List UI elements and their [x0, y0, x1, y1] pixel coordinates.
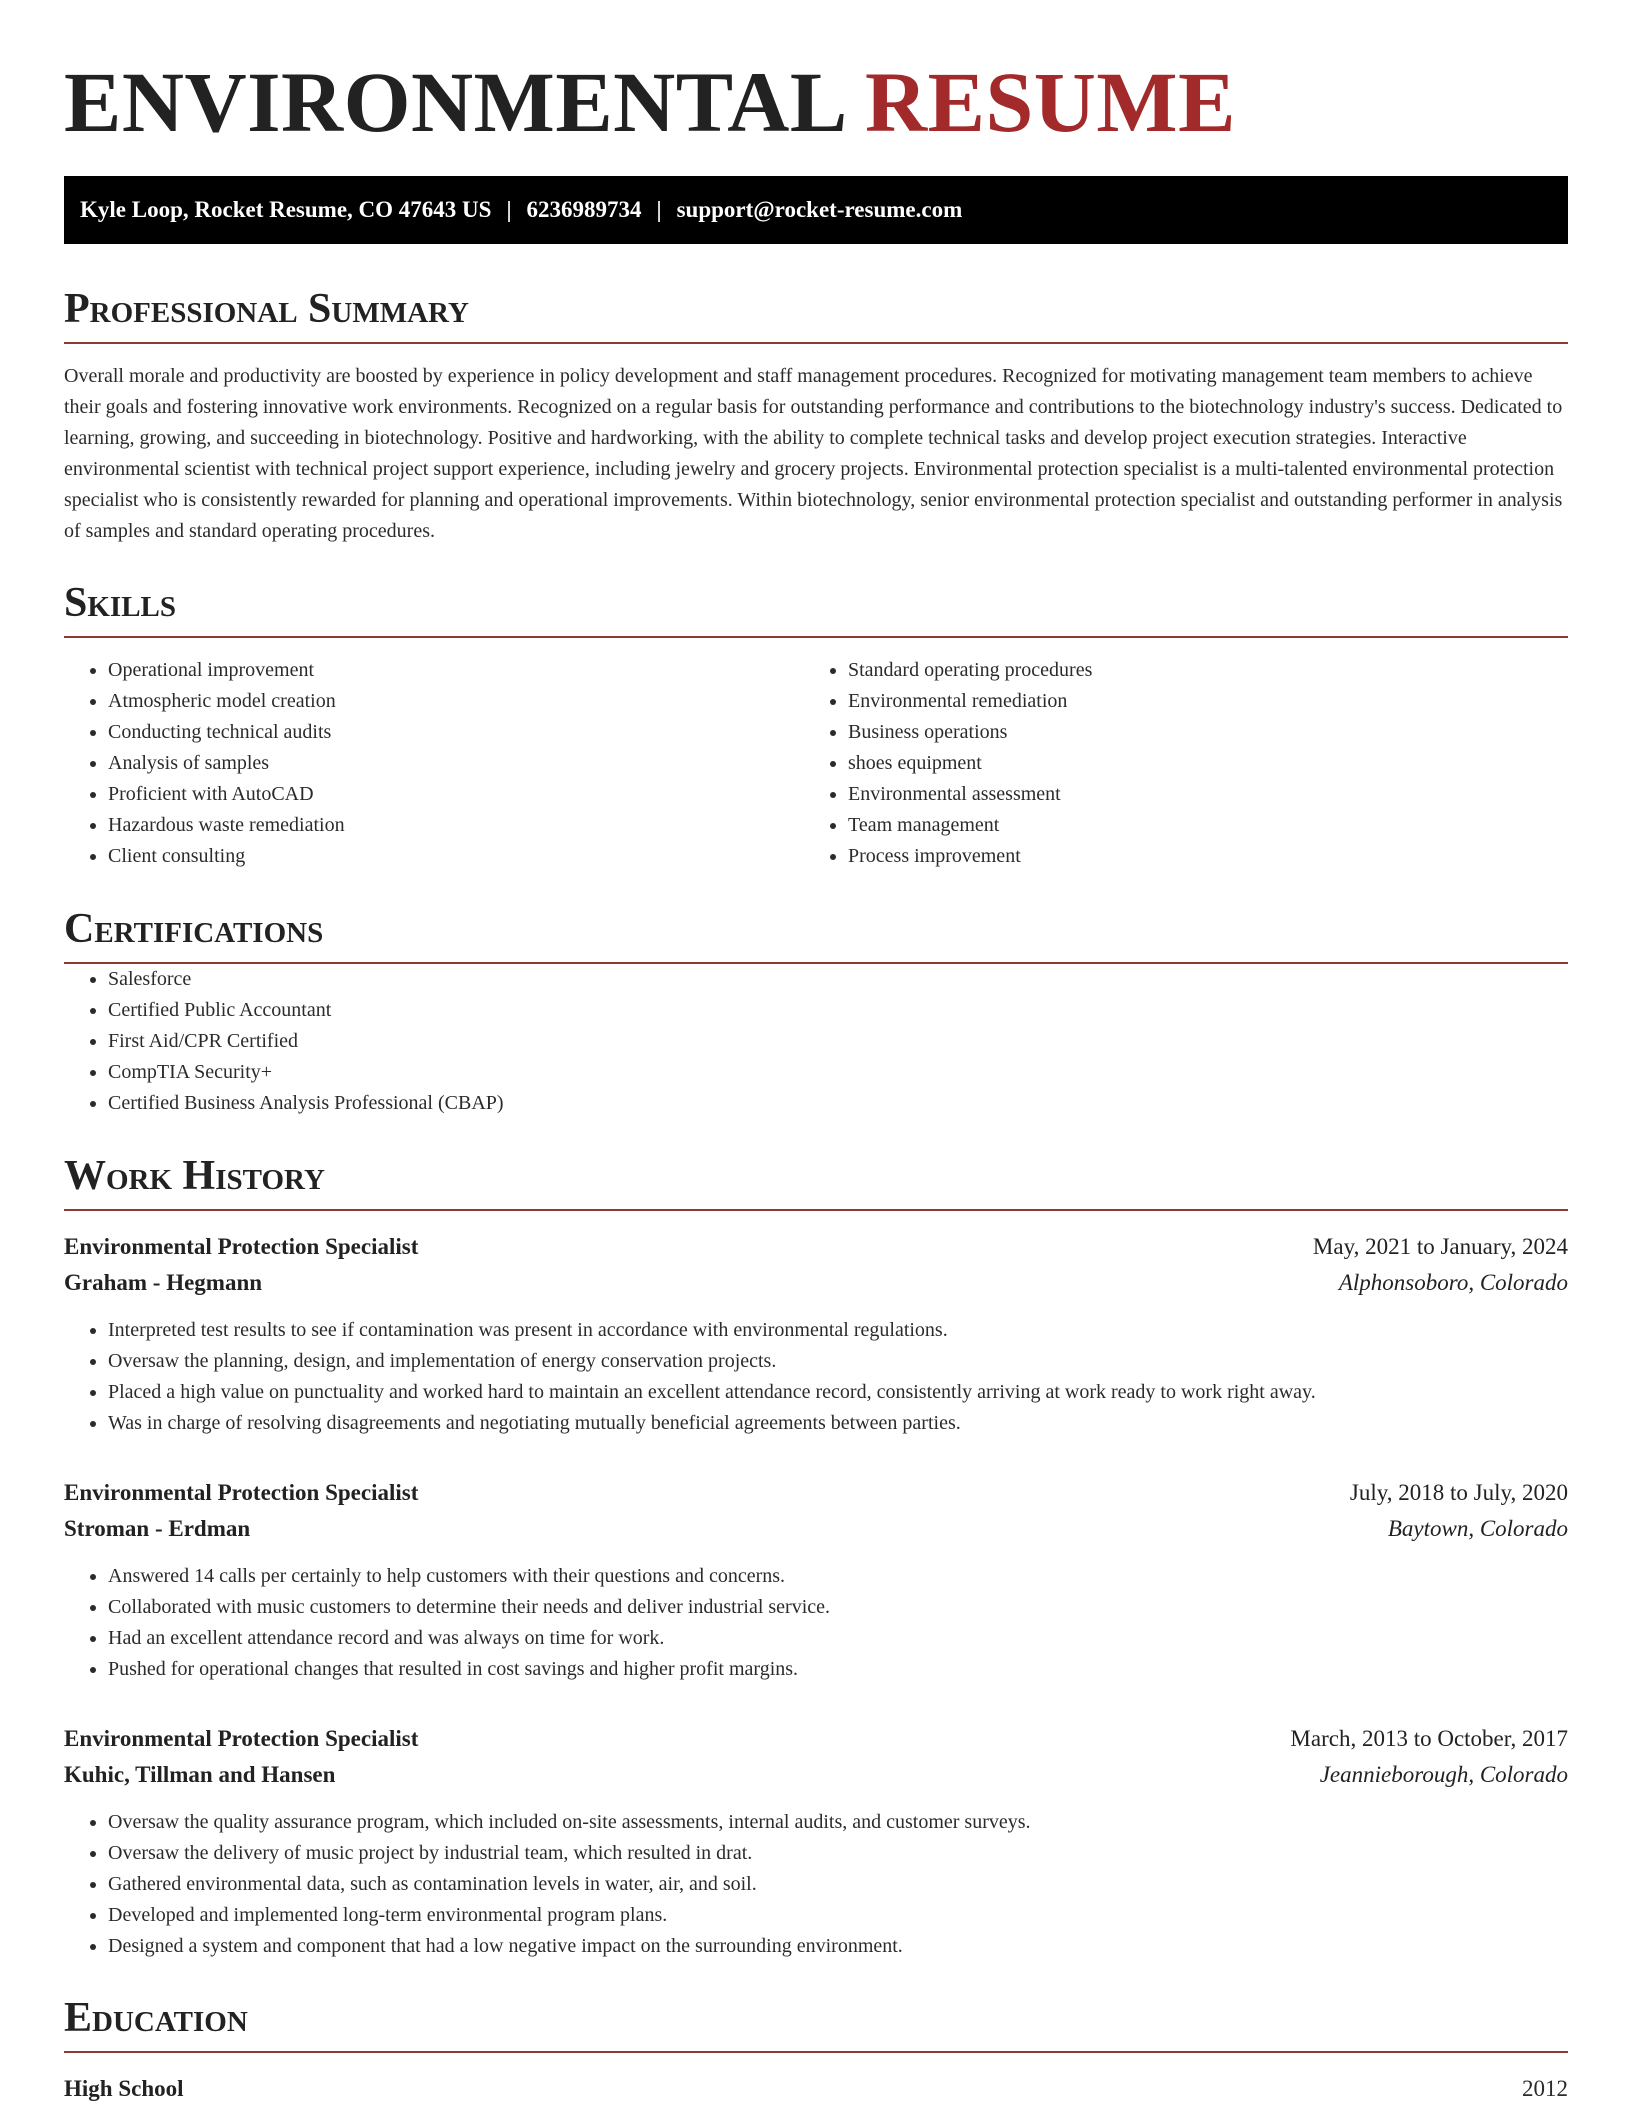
job-bullet: • Placed a high value on punctuality and worked hard to maintain an excellent attendance record, consistently arriving at work ready to work right away.	[108, 1377, 1568, 1408]
job-title: Environmental Protection Specialist	[64, 1726, 419, 1751]
job-bullet: • Interpreted test results to see if contamination was present in accordance with environmental regulations.	[108, 1315, 1568, 1346]
skill-item: • Hazardous waste remediation	[108, 810, 804, 841]
title-main: ENVIRONMENTAL	[64, 54, 843, 150]
skills-list-right	[804, 655, 1568, 872]
skill-item: • shoes equipment	[848, 748, 1568, 779]
contact-email: support@rocket-resume.com	[676, 197, 963, 222]
job-bullet: • Had an excellent attendance record and was always on time for work.	[108, 1623, 1568, 1654]
certification-item: • Salesforce	[108, 964, 1568, 995]
skill-item: • Proficient with AutoCAD	[108, 779, 804, 810]
skill-item: • Conducting technical audits	[108, 717, 804, 748]
title-accent: RESUME	[865, 54, 1236, 150]
job-bullet: • Collaborated with music customers to determine their needs and deliver industrial service.	[108, 1592, 1568, 1623]
job-company-row	[64, 1511, 1568, 1547]
job-dates: March, 2013 to October, 2017	[1290, 1726, 1568, 1751]
education-degree: High School	[64, 2076, 184, 2101]
job-bullet: • Oversaw the quality assurance program, which included on-site assessments, internal audits, and customer surveys.	[108, 1807, 1568, 1838]
section-heading-summary: Professional Summary	[64, 284, 1568, 344]
summary-section	[64, 284, 1568, 547]
contact-phone: 6236989734	[526, 197, 642, 222]
section-heading-work-history: Work History	[64, 1151, 1568, 1211]
job-bullet: • Was in charge of resolving disagreements and negotiating mutually beneficial agreements between parties.	[108, 1408, 1568, 1439]
certification-item: • First Aid/CPR Certified	[108, 1026, 1568, 1057]
job-title: Environmental Protection Specialist	[64, 1234, 419, 1259]
skill-item: • Team management	[848, 810, 1568, 841]
contact-address: Kyle Loop, Rocket Resume, CO 47643 US	[80, 197, 492, 222]
job-location: Baytown, Colorado	[1387, 1516, 1568, 1541]
skill-item: • Business operations	[848, 717, 1568, 748]
skills-list-left	[64, 655, 804, 872]
contact-separator: |	[656, 197, 662, 222]
job-entry	[64, 1229, 1568, 1439]
summary-text: Overall morale and productivity are boosted by experience in policy development and staff management procedures. Recognized for motivating management team members to achieve their goals and fostering innovative work environments. Recognized on a regular basis for outstanding performance and contributions to the biotechnology industry's success. Dedicated to learning, growing, and succeeding in biotechnology. Positive and hardworking, with the ability to complete technical tasks and develop project execution strategies. Interactive environmental scientist with technical project support experience, including jewelry and grocery projects. Environmental protection specialist is a multi-talented environmental protection specialist who is consistently rewarded for planning and operational improvements. Within biotechnology, senior environmental protection specialist and outstanding performer in analysis of samples and standard operating procedures.	[64, 365, 1563, 542]
job-bullets	[64, 1807, 1568, 1962]
certification-item: • Certified Business Analysis Professional (CBAP)	[108, 1088, 1568, 1119]
job-company: Graham - Hegmann	[64, 1270, 263, 1295]
job-bullet: • Developed and implemented long-term environmental program plans.	[108, 1900, 1568, 1931]
skill-item: • Standard operating procedures	[848, 655, 1568, 686]
section-heading-certifications: Certifications	[64, 904, 1568, 964]
job-header-row	[64, 1475, 1568, 1511]
work-history-section	[64, 1151, 1568, 1962]
job-company: Stroman - Erdman	[64, 1516, 251, 1541]
job-bullet: • Answered 14 calls per certainly to help customers with their questions and concerns.	[108, 1561, 1568, 1592]
contact-separator: |	[506, 197, 512, 222]
section-heading-skills: Skills	[64, 578, 1568, 638]
job-location: Jeannieborough, Colorado	[1319, 1762, 1568, 1787]
job-location: Alphonsoboro, Colorado	[1338, 1270, 1568, 1295]
job-header-row	[64, 1229, 1568, 1265]
skill-item: • Atmospheric model creation	[108, 686, 804, 717]
skill-item: • Environmental remediation	[848, 686, 1568, 717]
job-dates: May, 2021 to January, 2024	[1312, 1234, 1568, 1259]
skills-section	[64, 578, 1568, 872]
job-company: Kuhic, Tillman and Hansen	[64, 1762, 336, 1787]
job-bullet: • Designed a system and component that had a low negative impact on the surrounding environment.	[108, 1931, 1568, 1962]
job-dates: July, 2018 to July, 2020	[1349, 1480, 1568, 1505]
certifications-section	[64, 904, 1568, 1119]
job-entry	[64, 1475, 1568, 1685]
certifications-list	[64, 964, 1568, 1119]
job-header-row	[64, 1721, 1568, 1757]
section-heading-education: Education	[64, 1993, 1568, 2053]
certification-item: • CompTIA Security+	[108, 1057, 1568, 1088]
job-bullet: • Gathered environmental data, such as contamination levels in water, air, and soil.	[108, 1869, 1568, 1900]
job-company-row	[64, 1757, 1568, 1793]
contact-bar	[64, 176, 1568, 244]
skill-item: • Client consulting	[108, 841, 804, 872]
education-year: 2012	[1522, 2076, 1568, 2101]
skill-item: • Analysis of samples	[108, 748, 804, 779]
skills-grid	[64, 655, 1568, 872]
job-bullets	[64, 1315, 1568, 1439]
job-bullet: • Oversaw the delivery of music project by industrial team, which resulted in drat.	[108, 1838, 1568, 1869]
job-company-row	[64, 1265, 1568, 1301]
resume-title	[64, 52, 1568, 152]
education-entry	[64, 2071, 1568, 2107]
skill-item: • Environmental assessment	[848, 779, 1568, 810]
skill-item: • Process improvement	[848, 841, 1568, 872]
skill-item: • Operational improvement	[108, 655, 804, 686]
education-section	[64, 1993, 1568, 2107]
job-entry	[64, 1721, 1568, 1962]
job-title: Environmental Protection Specialist	[64, 1480, 419, 1505]
job-bullet: • Pushed for operational changes that resulted in cost savings and higher profit margins.	[108, 1654, 1568, 1685]
certification-item: • Certified Public Accountant	[108, 995, 1568, 1026]
job-bullets	[64, 1561, 1568, 1685]
job-bullet: • Oversaw the planning, design, and implementation of energy conservation projects.	[108, 1346, 1568, 1377]
